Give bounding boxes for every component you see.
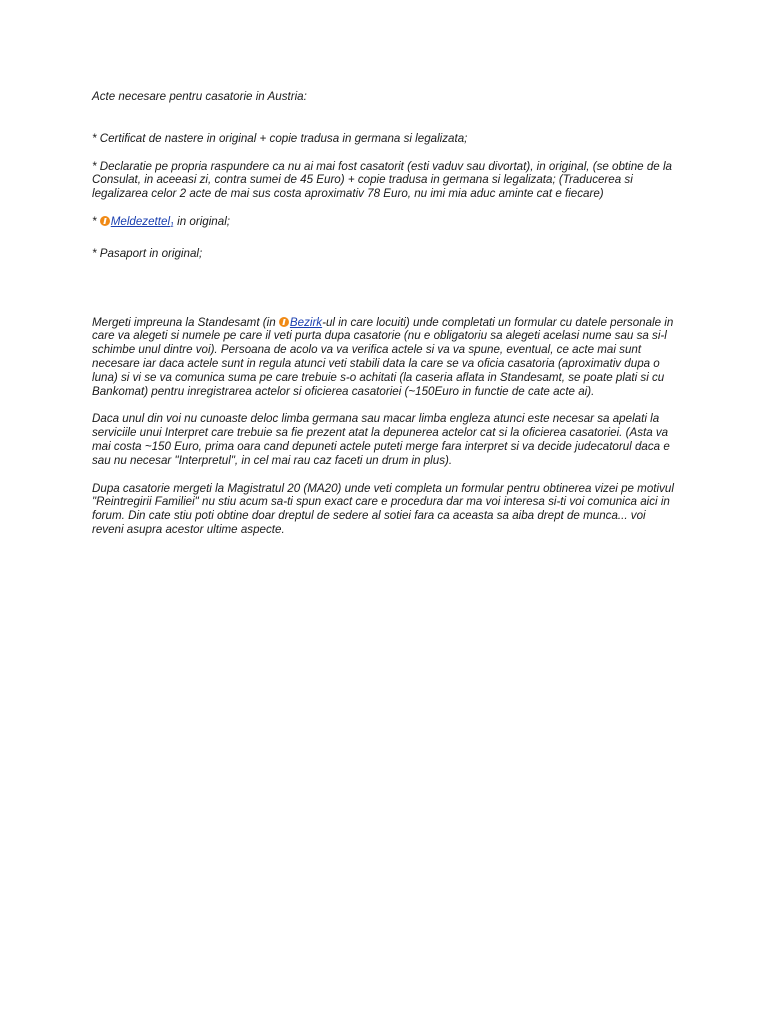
meldezettel-link[interactable]: Meldezettel bbox=[110, 214, 171, 228]
footnote-marker[interactable]: 1 bbox=[170, 221, 174, 229]
list-item-pasaport: * Pasaport in original; bbox=[92, 246, 203, 260]
external-link-icon bbox=[279, 317, 289, 327]
external-link-icon bbox=[100, 216, 110, 226]
paragraph-interpret: Daca unul din voi nu cunoaste deloc limba germana sau macar limba engleza atunci este necesar sa apelati la serviciile unui Interpret care trebuie sa fie prezent atat la depunerea actelor cat si la oficierea casatoriei. (Asta va mai costa ~150 Euro, prima oara cand depuneti actele puteti merge fara interpret si va decide judecatorul daca e sau nu necesar "Interpretul", in cel mai rau caz faceti un drum in plus). bbox=[92, 412, 670, 467]
list-item-certificat: * Certificat de nastere in original + copie tradusa in germana si legalizata; bbox=[92, 131, 468, 145]
paragraph-text-before: Mergeti impreuna la Standesamt (in bbox=[92, 315, 279, 329]
list-item-prefix: * bbox=[92, 214, 100, 228]
list-item-meldezettel bbox=[92, 215, 678, 233]
list-item-suffix: in original; bbox=[173, 214, 231, 228]
bezirk-link[interactable]: Bezirk bbox=[289, 315, 323, 329]
list-item-declaratie: * Declaratie pe propria raspundere ca nu ai mai fost casatorit (esti vaduv sau divortat), in original, (se obtine de la Consulat, in aceeasi zi, contra sumei de 45 Euro) + copie tradusa in germana si legalizata; (Traducerea si legalizarea celor 2 acte de mai sus costa aproximativ 78 Euro, nu imi mia aduc aminte cat e fiecare) bbox=[92, 159, 672, 201]
document-title: Acte necesare pentru casatorie in Austria: bbox=[92, 90, 307, 103]
section-spacer bbox=[92, 261, 678, 316]
document-body bbox=[92, 90, 678, 551]
paragraph-magistrat: Dupa casatorie mergeti la Magistratul 20 (MA20) unde veti completa un formular pentru obtinerea vizei pe motivul "Reintregirii Familiei" nu stiu acum sa-ti spun exact care e procedura dar ma voi interesa si-ti voi comunica aici in forum. Din cate stiu poti obtine doar dreptul de sedere al sotiei fara ca aceasta sa aiba drept de munca... voi reveni asupra acestor ultime aspecte. bbox=[92, 481, 674, 536]
paragraph-text-after: -ul in care locuiti) unde completati un formular cu datele personale in care va alegeti si numele pe care il veti purta dupa casatorie (nu e obligatoriu sa alegeti acelasi nume sau sa si-l schimbe unul dintre voi). Persoana de acolo va va verifica actele si va va spune, eventual, ce acte mai sunt necesare iar daca actele sunt in regula atunci veti stabili data la care se va oficia casatoria (aproximativ dupa o luna) si vi se va comunica suma pe care trebuie s-o achitati (la caseria aflata in Standesamt, se poate plati si cu Bankomat) pentru inregistrarea actelor si oficierea casatoriei (~150Euro in functie de cate acte ai). bbox=[92, 315, 674, 398]
paragraph-standesamt bbox=[92, 316, 678, 399]
